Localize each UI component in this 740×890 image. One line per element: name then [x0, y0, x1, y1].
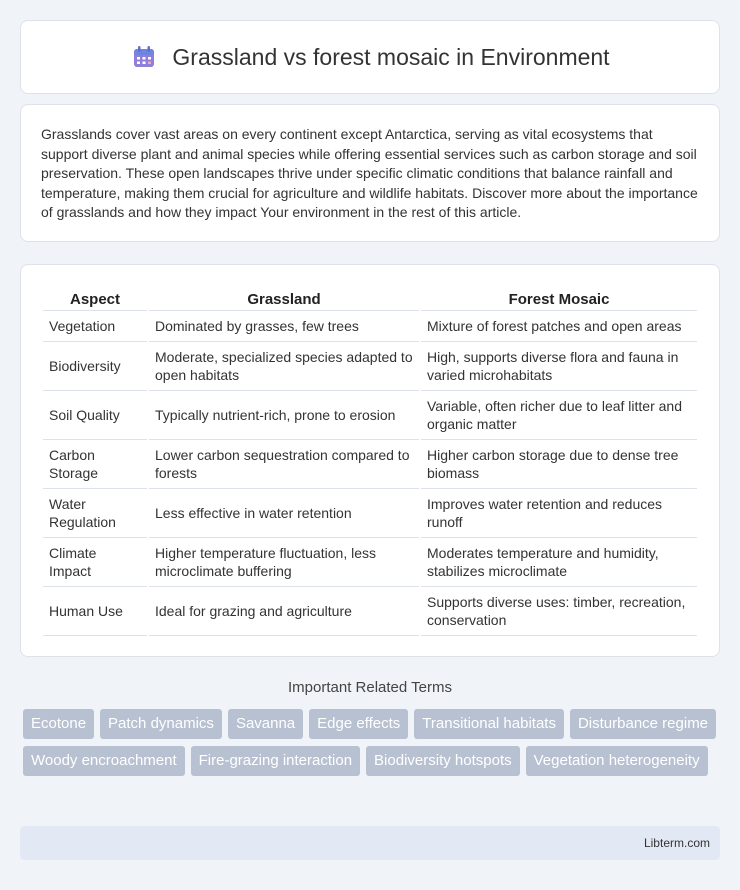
- comparison-table: [41, 285, 699, 636]
- cell-aspect: Vegetation: [43, 311, 147, 342]
- related-term-tag[interactable]: Savanna: [228, 709, 303, 739]
- cell-aspect: Climate Impact: [43, 538, 147, 587]
- cell-grassland: Less effective in water retention: [149, 489, 419, 538]
- footer-site-link[interactable]: Libterm.com: [643, 836, 710, 850]
- cell-aspect: Biodiversity: [43, 342, 147, 391]
- cell-forest-mosaic: High, supports diverse flora and fauna in varied microhabitats: [421, 342, 697, 391]
- table-row: [43, 538, 697, 587]
- title-card: [20, 20, 720, 94]
- table-row: [43, 342, 697, 391]
- cell-grassland: Dominated by grasses, few trees: [149, 311, 419, 342]
- page-title: Grassland vs forest mosaic in Environment: [172, 43, 610, 70]
- cell-grassland: Typically nutrient-rich, prone to erosion: [149, 391, 419, 440]
- calendar-icon: [130, 43, 158, 71]
- intro-card: [20, 104, 720, 242]
- cell-aspect: Carbon Storage: [43, 440, 147, 489]
- footer: [20, 826, 720, 860]
- related-term-tag[interactable]: Patch dynamics: [100, 709, 222, 739]
- cell-aspect: Soil Quality: [43, 391, 147, 440]
- header-aspect: Aspect: [43, 285, 147, 311]
- related-term-tag[interactable]: Woody encroachment: [23, 746, 185, 776]
- cell-grassland: Ideal for grazing and agriculture: [149, 587, 419, 636]
- cell-aspect: Human Use: [43, 587, 147, 636]
- table-row: [43, 489, 697, 538]
- intro-paragraph: Grasslands cover vast areas on every continent except Antarctica, serving as vital ecosystems that support diverse plant and animal species while offering essential services such as carbon storage and soil preservation. These open landscapes thrive under specific climatic conditions that balance rainfall and temperature, making them crucial for agriculture and wildlife habitats. Discover more about the importance of grasslands and how they impact Your environment in the rest of this article.: [41, 126, 698, 221]
- cell-aspect: Water Regulation: [43, 489, 147, 538]
- related-term-tag[interactable]: Edge effects: [309, 709, 408, 739]
- header-forest-mosaic: Forest Mosaic: [421, 285, 697, 311]
- related-term-tag[interactable]: Disturbance regime: [570, 709, 716, 739]
- related-terms-heading: Important Related Terms: [288, 679, 452, 696]
- related-terms-list: [20, 709, 720, 776]
- related-term-tag[interactable]: Ecotone: [23, 709, 94, 739]
- related-term-tag[interactable]: Fire-grazing interaction: [191, 746, 360, 776]
- comparison-card: [20, 264, 720, 657]
- table-row: [43, 587, 697, 636]
- cell-grassland: Lower carbon sequestration compared to forests: [149, 440, 419, 489]
- table-row: [43, 391, 697, 440]
- table-row: [43, 311, 697, 342]
- table-header-row: [43, 285, 697, 311]
- cell-forest-mosaic: Mixture of forest patches and open areas: [421, 311, 697, 342]
- cell-forest-mosaic: Variable, often richer due to leaf litter and organic matter: [421, 391, 697, 440]
- cell-forest-mosaic: Improves water retention and reduces runoff: [421, 489, 697, 538]
- related-term-tag[interactable]: Vegetation heterogeneity: [526, 746, 708, 776]
- cell-grassland: Higher temperature fluctuation, less microclimate buffering: [149, 538, 419, 587]
- cell-forest-mosaic: Higher carbon storage due to dense tree biomass: [421, 440, 697, 489]
- table-row: [43, 440, 697, 489]
- related-term-tag[interactable]: Transitional habitats: [414, 709, 564, 739]
- header-grassland: Grassland: [149, 285, 419, 311]
- cell-forest-mosaic: Moderates temperature and humidity, stabilizes microclimate: [421, 538, 697, 587]
- related-term-tag[interactable]: Biodiversity hotspots: [366, 746, 520, 776]
- cell-grassland: Moderate, specialized species adapted to open habitats: [149, 342, 419, 391]
- cell-forest-mosaic: Supports diverse uses: timber, recreation, conservation: [421, 587, 697, 636]
